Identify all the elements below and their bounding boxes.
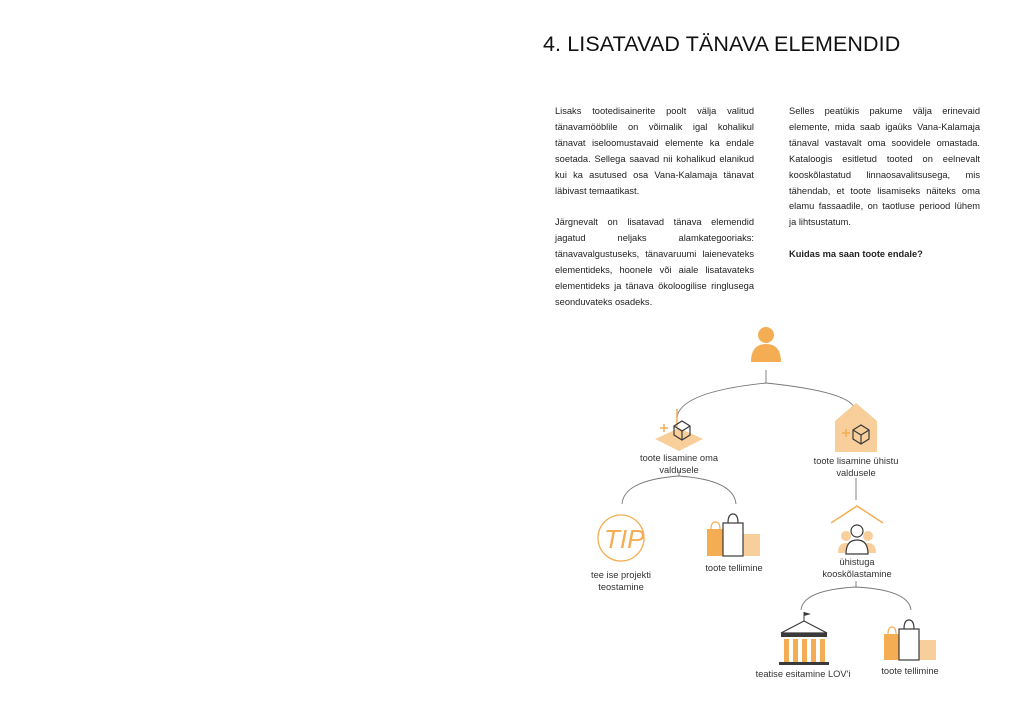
own-property-label: [640, 452, 718, 476]
question-heading: Kuidas ma saan toote endale?: [789, 249, 923, 260]
shared-property-label-line2: valdusele: [836, 468, 876, 478]
diy-project-label-line2: teostamine: [598, 582, 644, 592]
association-label-line1: ühistuga: [839, 557, 875, 567]
plot-box-icon: [655, 409, 703, 451]
left-branch-brace: [622, 476, 736, 504]
shopping-bags-icon-right: [884, 620, 936, 660]
left-paragraph-1: Lisaks tootedisainerite poolt välja valitud tänavamööblile on võimalik igal kohalikul tänavat iseloomustavaid elemente ka endale soetada. Sellega saavad nii kohalikud elanikud kui ka asutused osa Vana-Kalamaja tänavat läbivast temaatikast.: [555, 106, 754, 196]
town-hall-icon: [779, 612, 829, 665]
order-product-label-right: toote tellimine: [881, 666, 939, 676]
house-box-icon: [835, 403, 877, 452]
left-text-column: [555, 104, 754, 311]
notice-lov-label: teatise esitamine LOV'i: [755, 669, 851, 679]
shared-property-label-line1: toote lisamine ühistu: [813, 456, 899, 466]
tip-icon: [598, 515, 645, 561]
top-branch-brace: [677, 383, 855, 418]
diy-project-label: [591, 569, 651, 593]
shopping-bags-icon: [707, 514, 760, 556]
association-icon: [831, 506, 883, 554]
page-title: 4. LISATAVAD TÄNAVA ELEMENDID: [543, 32, 901, 56]
shared-property-label: [814, 455, 899, 479]
association-label: [822, 556, 891, 580]
diy-project-label-line1: tee ise projekti: [591, 570, 651, 580]
left-paragraph-2: Järgnevalt on lisatavad tänava elemendid jagatud neljaks alamkategooriaks: tänavavalgustuseks, tänavaruumi laienevateks elementideks, hoonele või aiale lisatavateks elementideks ja tänava ökoloogilise ringlusega seonduvateks osadeks.: [555, 217, 754, 307]
bottom-branch-brace: [801, 587, 911, 610]
association-label-line2: kooskõlastamine: [822, 569, 892, 579]
own-property-label-line1: toote lisamine oma: [639, 453, 719, 463]
right-paragraph-1: Selles peatükis pakume välja erinevaid elemente, mida saab igaüks Vana-Kalamaja tänaval vastavalt oma soovidele omastada. Kataloogis esitletud tooted on eelnevalt kooskõlastatud linnaosavalitsusega, mis tähendab, et toote lisamiseks näiteks oma elamu fassaadile, on taotluse periood lühem ja lihtsustatum.: [789, 106, 980, 228]
own-property-label-line2: valdusele: [659, 465, 699, 475]
right-text-column: [789, 104, 980, 263]
person-icon: [751, 327, 781, 362]
tip-icon-text: TIP: [604, 524, 645, 554]
order-product-label-left: toote tellimine: [705, 563, 763, 573]
